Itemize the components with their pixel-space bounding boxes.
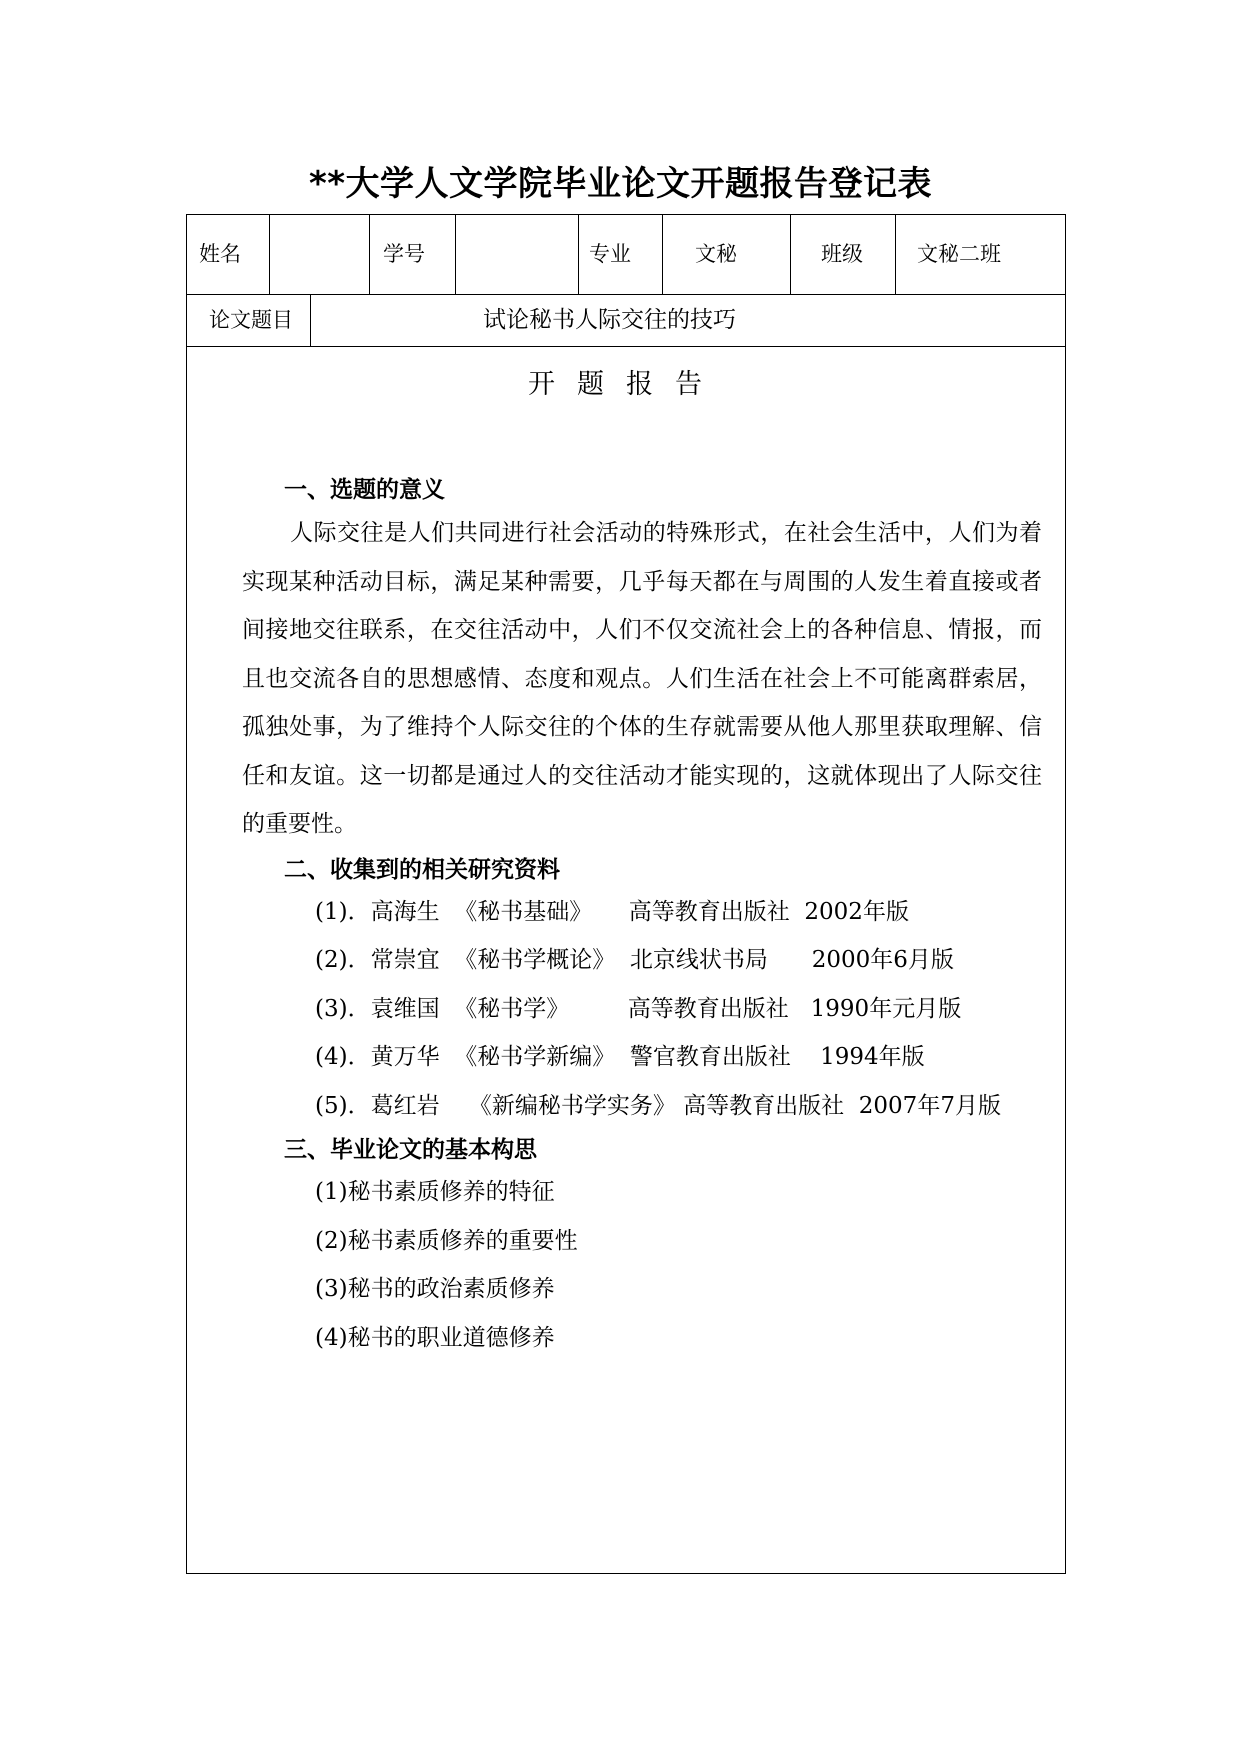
list-item: (3)．袁维国 《秘书学》 高等教育出版社 1990年元月版 — [315, 995, 962, 1022]
registration-form — [186, 214, 1066, 1574]
student-id-label: 学号 — [383, 242, 425, 266]
major-label: 专业 — [589, 242, 631, 266]
section-heading-plan: 三、毕业论文的基本构思 — [284, 1137, 537, 1163]
topic-value: 试论秘书人际交往的技巧 — [483, 307, 736, 333]
section-heading-references: 二、收集到的相关研究资料 — [284, 856, 560, 883]
topic-label: 论文题目 — [209, 308, 293, 332]
list-item: (3)秘书的政治素质修养 — [315, 1276, 555, 1302]
section-heading-significance: 一、选题的意义 — [284, 477, 445, 503]
col-divider — [895, 215, 896, 294]
col-divider — [455, 215, 456, 294]
row-divider — [187, 346, 1065, 347]
list-item: (5)．葛红岩 《新编秘书学实务》 高等教育出版社 2007年7月版 — [315, 1092, 1001, 1119]
plan-list — [242, 1168, 1042, 1362]
report-content — [242, 472, 1042, 1362]
col-divider — [269, 215, 270, 294]
list-item: (4)秘书的职业道德修养 — [315, 1324, 555, 1351]
list-item: (4)．黄万华 《秘书学新编》 警官教育出版社 1994年版 — [315, 1044, 925, 1070]
col-divider — [369, 215, 370, 294]
class-value: 文秘二班 — [917, 242, 1001, 266]
list-item: (2)秘书素质修养的重要性 — [315, 1227, 578, 1254]
major-value: 文秘 — [695, 242, 737, 266]
list-item: (2)．常崇宜 《秘书学概论》 北京线状书局 2000年6月版 — [315, 947, 954, 973]
list-item: (1)秘书素质修养的特征 — [315, 1179, 555, 1205]
significance-paragraph: 人际交往是人们共同进行社会活动的特殊形式，在社会生活中，人们为着实现某种活动目标，满足某种需要，几乎每天都在与周围的人发生着直接或者间接地交往联系，在交往活动中，人们不仅交流社会上的各种信息、情报，而且也交流各自的思想感情、态度和观点。人们生活在社会上不可能离群索居，孤独处事，为了维持个人际交往的个体的生存就需要从他人那里获取理解、信任和友谊。这一切都是通过人的交往活动才能实现的，这就体现出了人际交往的重要性。 — [242, 520, 1042, 837]
list-item: (1)．高海生 《秘书基础》 高等教育出版社 2002年版 — [315, 898, 909, 925]
document-title: **大学人文学院毕业论文开题报告登记表 — [308, 164, 933, 204]
class-label: 班级 — [821, 242, 863, 266]
reference-list — [242, 888, 1042, 1131]
name-label: 姓名 — [199, 242, 241, 266]
col-divider — [662, 215, 663, 294]
col-divider — [578, 215, 579, 294]
col-divider — [790, 215, 791, 294]
col-divider — [310, 294, 311, 346]
report-heading: 开题报告 — [528, 369, 724, 400]
row-divider — [187, 294, 1065, 295]
